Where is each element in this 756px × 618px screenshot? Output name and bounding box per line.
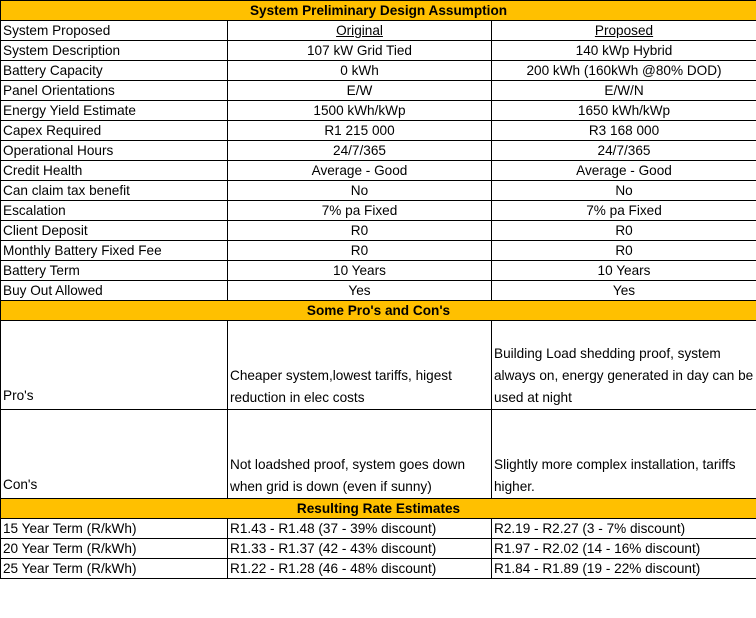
proposed-value: No [492,181,756,201]
original-value: R1.33 - R1.37 (42 - 43% discount) [228,539,492,559]
table-row [1,121,756,141]
column-header-original [228,21,492,41]
section-header-design [1,1,756,21]
original-value: 7% pa Fixed [228,201,492,221]
row-label: Con's [1,410,228,499]
row-label: 20 Year Term (R/kWh) [1,539,228,559]
proposed-value: R3 168 000 [492,121,756,141]
table-row [1,321,756,410]
original-value: R1 215 000 [228,121,492,141]
row-label: Monthly Battery Fixed Fee [1,241,228,261]
proposed-value: Slightly more complex installation, tariffs higher. [492,410,756,499]
proposed-value: 1650 kWh/kWp [492,101,756,121]
original-value: 107 kW Grid Tied [228,41,492,61]
column-header-row [1,21,756,41]
row-label: Energy Yield Estimate [1,101,228,121]
row-label: Operational Hours [1,141,228,161]
row-label: Buy Out Allowed [1,281,228,301]
original-value: 1500 kWh/kWp [228,101,492,121]
table-row [1,81,756,101]
row-label: 15 Year Term (R/kWh) [1,519,228,539]
original-value: 10 Years [228,261,492,281]
row-label: Battery Term [1,261,228,281]
original-value: R0 [228,241,492,261]
section-title: Resulting Rate Estimates [1,499,756,519]
original-value: E/W [228,81,492,101]
section-header-rates [1,499,756,519]
proposed-value: Building Load shedding proof, system always on, energy generated in day can be used at night [492,321,756,410]
original-value: R1.43 - R1.48 (37 - 39% discount) [228,519,492,539]
row-label: Capex Required [1,121,228,141]
table-row [1,61,756,81]
table-row [1,141,756,161]
original-value: 0 kWh [228,61,492,81]
table-row [1,261,756,281]
proposed-value: 7% pa Fixed [492,201,756,221]
proposed-value: R0 [492,221,756,241]
row-label: System Proposed [1,21,228,41]
column-header-proposed-text: Proposed [594,23,654,38]
table-row [1,539,756,559]
table-row [1,241,756,261]
proposed-value: Average - Good [492,161,756,181]
column-header-original-text: Original [336,23,383,38]
section-header-pros-cons [1,301,756,321]
proposed-value: R1.97 - R2.02 (14 - 16% discount) [492,539,756,559]
original-value: 24/7/365 [228,141,492,161]
original-value: Yes [228,281,492,301]
proposed-value: R0 [492,241,756,261]
original-value: No [228,181,492,201]
table-row [1,519,756,539]
proposed-value: R2.19 - R2.27 (3 - 7% discount) [492,519,756,539]
row-label: System Description [1,41,228,61]
row-label: Client Deposit [1,221,228,241]
table-row [1,41,756,61]
table-row [1,101,756,121]
row-label: Pro's [1,321,228,410]
proposed-value: E/W/N [492,81,756,101]
table-row [1,201,756,221]
table-row [1,181,756,201]
section-title: System Preliminary Design Assumption [1,1,756,21]
row-label: Battery Capacity [1,61,228,81]
table-row [1,410,756,499]
row-label: Credit Health [1,161,228,181]
proposed-value: 140 kWp Hybrid [492,41,756,61]
section-title: Some Pro's and Con's [1,301,756,321]
original-value: R0 [228,221,492,241]
proposed-value: 200 kWh (160kWh @80% DOD) [492,61,756,81]
table-row [1,559,756,579]
original-value: Not loadshed proof, system goes down when grid is down (even if sunny) [228,410,492,499]
proposed-value: R1.84 - R1.89 (19 - 22% discount) [492,559,756,579]
proposed-value: Yes [492,281,756,301]
original-value: R1.22 - R1.28 (46 - 48% discount) [228,559,492,579]
row-label: Can claim tax benefit [1,181,228,201]
table-row [1,161,756,181]
original-value: Cheaper system,lowest tariffs, higest reduction in elec costs [228,321,492,410]
table-row [1,221,756,241]
row-label: 25 Year Term (R/kWh) [1,559,228,579]
row-label: Panel Orientations [1,81,228,101]
column-header-proposed [492,21,756,41]
table-row [1,281,756,301]
proposed-value: 24/7/365 [492,141,756,161]
row-label: Escalation [1,201,228,221]
original-value: Average - Good [228,161,492,181]
proposed-value: 10 Years [492,261,756,281]
